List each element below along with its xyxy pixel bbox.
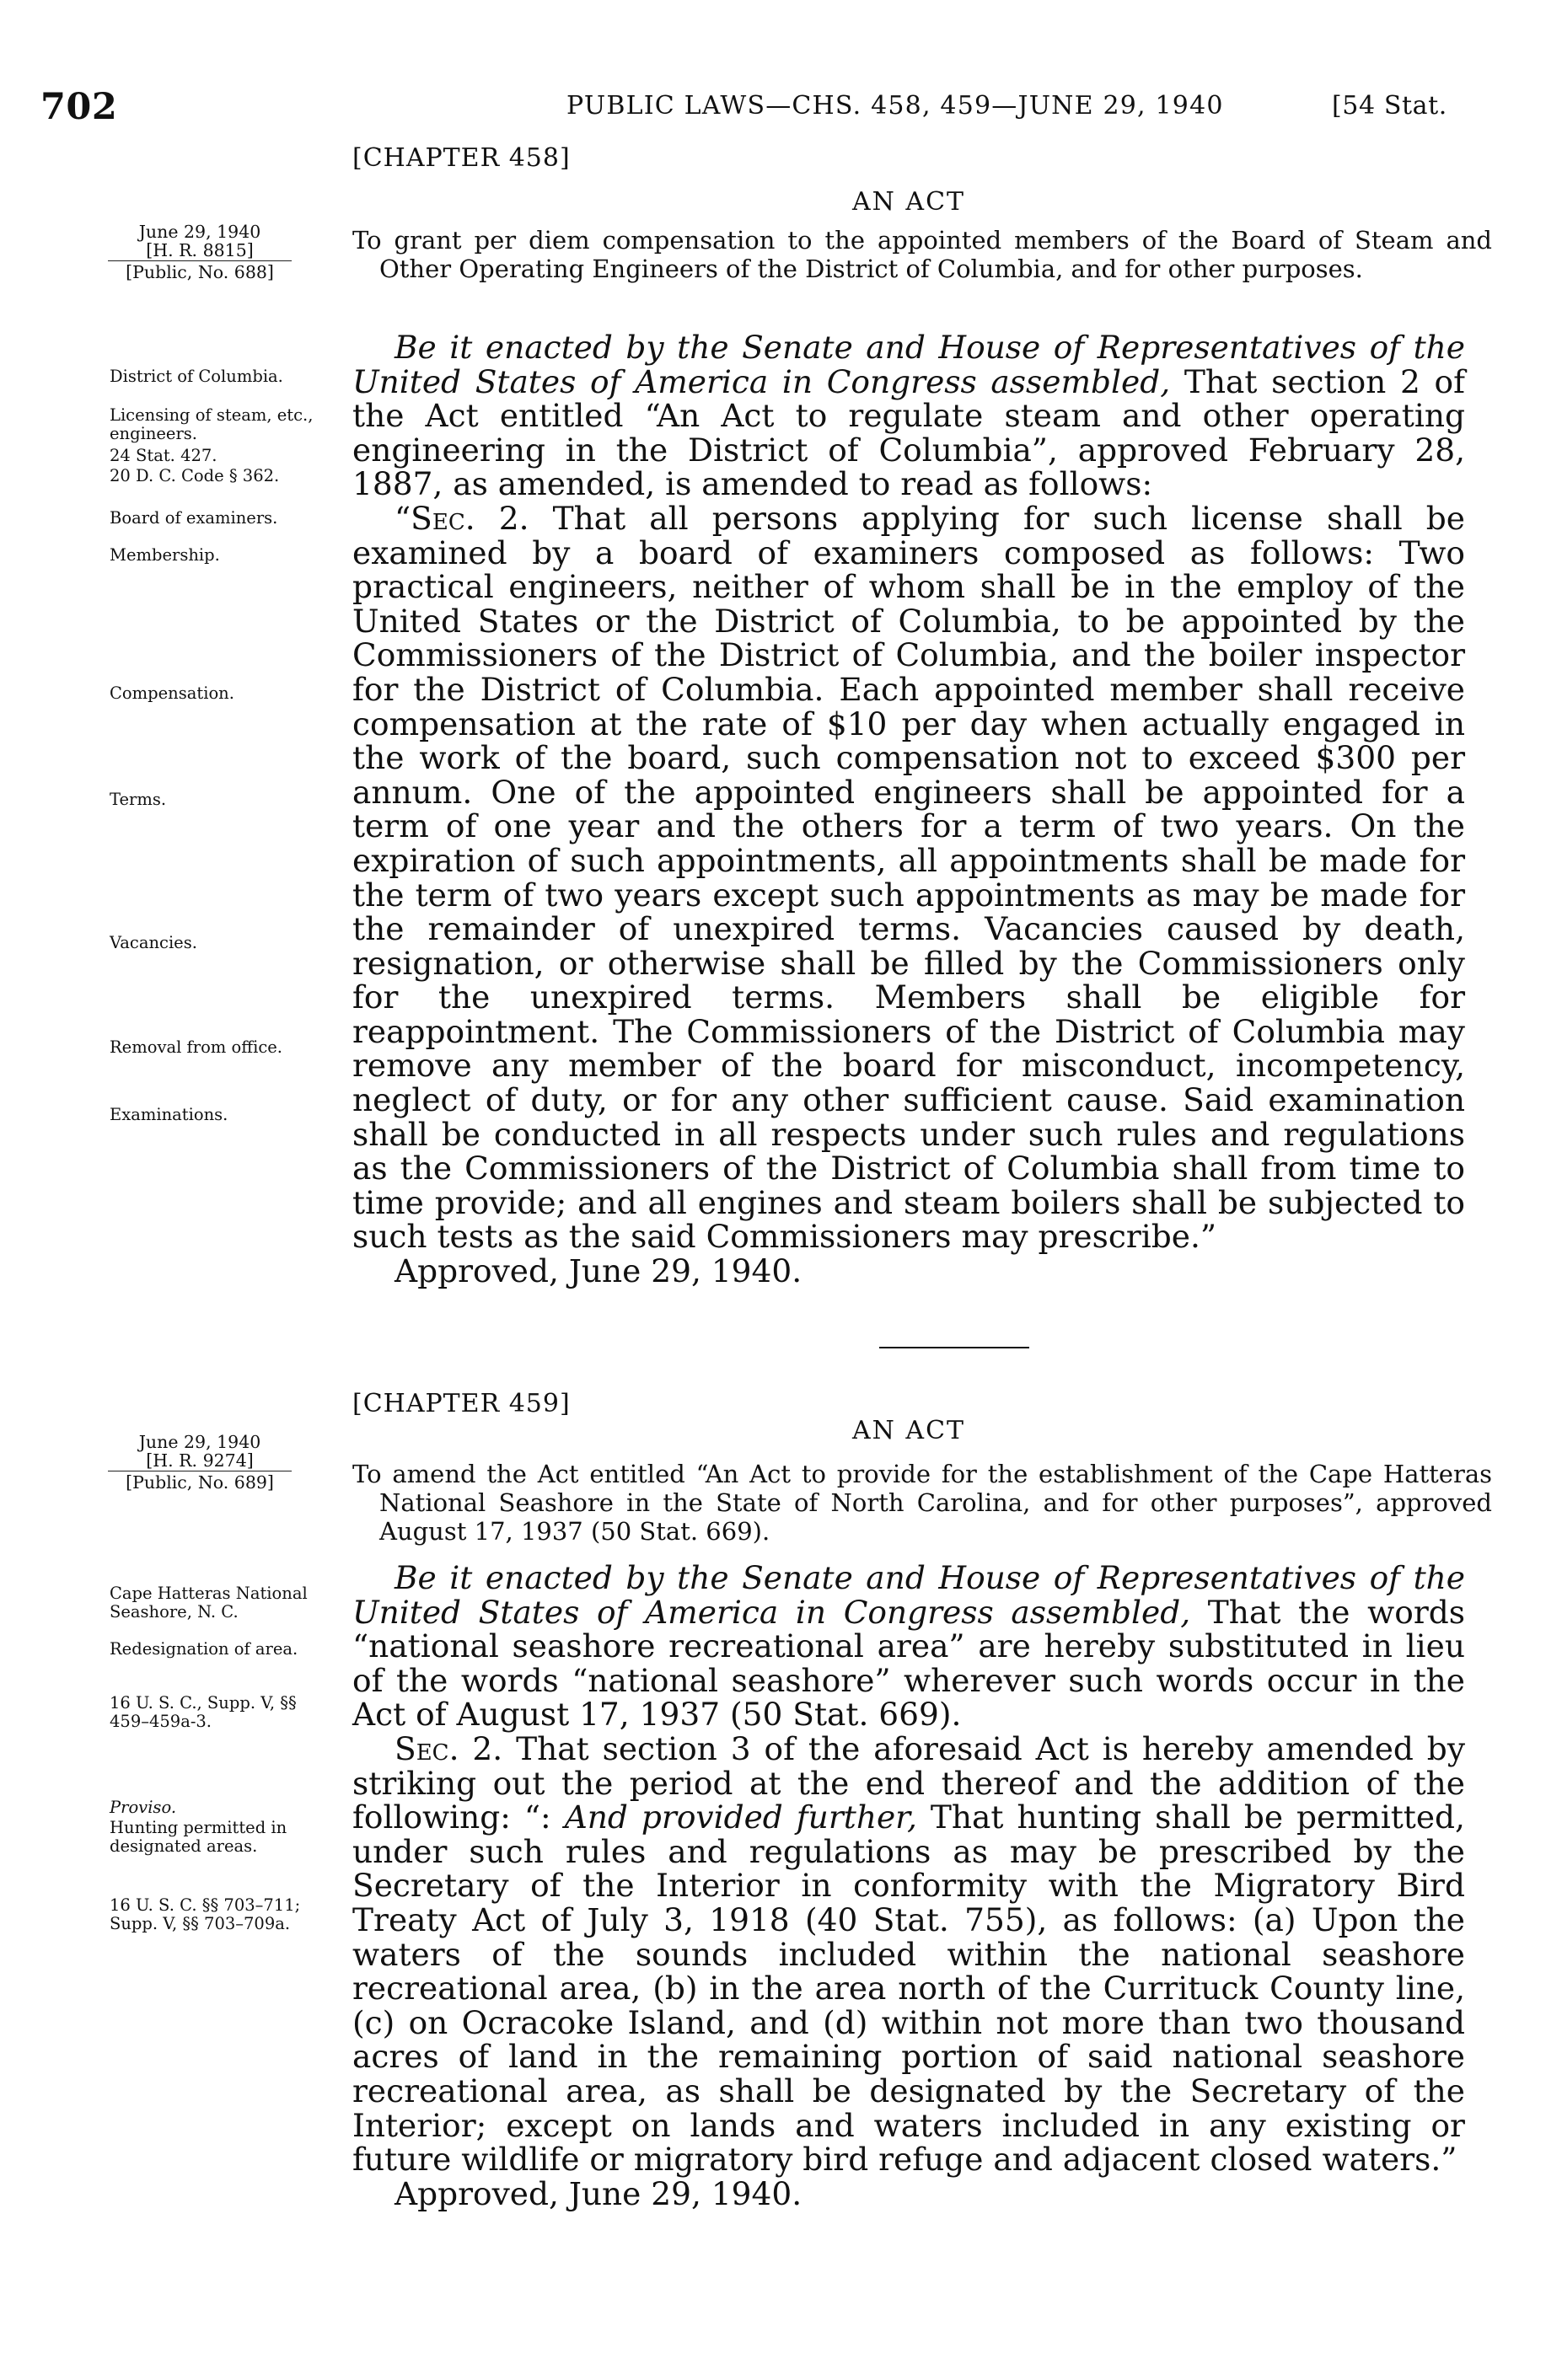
margin-note-licensing: Licensing of steam, etc., engineers. — [110, 405, 314, 443]
page-number: 702 — [40, 86, 118, 128]
margin-note-district: District of Columbia. — [110, 367, 283, 386]
chapter-458-approved: Approved, June 29, 1940. — [395, 1252, 802, 1290]
chapter-459-act-heading: AN ACT — [851, 1416, 966, 1445]
margin-note-removal: Removal from office. — [110, 1037, 282, 1057]
chapter-separator — [879, 1347, 1029, 1348]
margin-note-board: Board of examiners. — [110, 508, 278, 528]
chapter-458-paragraph-2 — [352, 501, 1465, 1254]
margin-note-usc-ref2: 16 U. S. C. §§ 703–711; Supp. V, §§ 703–709a. — [110, 1895, 301, 1933]
margin-note-terms: Terms. — [110, 790, 167, 809]
chapter-458-label: [CHAPTER 458] — [352, 143, 571, 173]
margin-note-membership: Membership. — [110, 545, 220, 565]
margin-note-code-ref: 20 D. C. Code § 362. — [110, 466, 280, 485]
chapter-459-label: [CHAPTER 459] — [352, 1389, 571, 1418]
margin-note-examinations: Examinations. — [110, 1105, 228, 1124]
chapter-459-body — [352, 1561, 1465, 2211]
chapter-459-bill-info — [108, 1433, 292, 1492]
enacting-clause: Be it enacted by the Senate and House of Representatives of the United States of America in Congress assembled, — [352, 1559, 1465, 1631]
chapter-459-purpose: To amend the Act entitled “An Act to provide for the establishment of the Cape Hatteras National Seashore in the State of North Carolina, and for other purposes”, approved August 17, 1937 (50 Stat. 669). — [352, 1460, 1492, 1546]
public-law-number: [Public, No. 688] — [126, 262, 274, 282]
body-section-2a: That section 3 of the aforesaid Act is hereby amended by striking out the period at the end thereof and the addition of the following: “: — [352, 1729, 1466, 1836]
chapter-459-paragraph-2 — [352, 1729, 1466, 2179]
margin-note-vacancies: Vacancies. — [110, 933, 197, 952]
volume-reference: [54 Stat. — [1332, 91, 1447, 121]
chapter-458-purpose: To grant per diem compensation to the appointed members of the Board of Steam and Other Operating Engineers of the District of Columbia, and for other purposes. — [352, 226, 1492, 283]
bill-rule — [108, 260, 292, 261]
margin-note-proviso: Proviso. — [110, 1798, 177, 1817]
body-section-2b: That hunting shall be permitted, under such rules and regulations as may be prescribed by the Secretary of the Interior in conformity with the Migratory Bird Treaty Act of July 3, 1918 (40 Stat. 755), as follows: (a) Upon the waters of the sounds included within the national seashore recreational area, (b) in the area north of the Currituck County line, (c) on Ocracoke Island, and (d) within not more than two thousand acres of land in the remaining portion of said national seashore recreational area, as shall be designated by the Secretary of the Interior; except on lands and waters included in any existing or future wildlife or migratory bird refuge and adjacent closed waters.” — [352, 1798, 1465, 2179]
chapter-458-act-heading: AN ACT — [851, 187, 966, 217]
bill-number: [H. R. 9274] — [146, 1450, 254, 1471]
margin-note-usc-ref: 16 U. S. C., Supp. V, §§ 459–459a-3. — [110, 1693, 297, 1731]
section-label: “Sec. 2. — [395, 499, 529, 537]
body-main: That all persons applying for such license shall be examined by a board of examiners composed as follows: Two practical engineers, neither of whom shall be in the employ of the United States or the District of Columbia, to be appointed by the Commissioners of the District of Columbia, and the boiler inspector for the District of Columbia. Each appointed member shall receive compensation at the rate of $10 per day when actually engaged in the work of the board, such compensation not to exceed $300 per annum. One of the appointed engineers shall be appointed for a term of one year and the others for a term of two years. On the expiration of such appointments, all appointments shall be made for the term of two years except such appointments as may be made for the remainder of unexpired terms. Vacancies caused by death, resignation, or otherwise shall be filled by the Commissioners only for the unexpired terms. Members shall be eligible for reappointment. The Commissioners of the District of Columbia may remove any member of the board for misconduct, incompetency, neglect of duty, or for any other sufficient cause. Said examination shall be conducted in all respects under such rules and regulations as the Commissioners of the District of Columbia shall from time to time provide; and all engines and steam boilers shall be subjected to such tests as the said Commissioners may prescribe.” — [352, 499, 1465, 1256]
chapter-458-paragraph-1 — [352, 330, 1465, 501]
margin-note-cape-hatteras: Cape Hatteras National Seashore, N. C. — [110, 1584, 308, 1622]
section-label: Sec. 2. — [395, 1729, 503, 1767]
bill-date: June 29, 1940 — [138, 1432, 261, 1452]
proviso-phrase: And provided further, — [564, 1798, 917, 1836]
bill-number: [H. R. 8815] — [146, 240, 254, 260]
chapter-459-approved: Approved, June 29, 1940. — [395, 2174, 802, 2212]
running-head: PUBLIC LAWS—CHS. 458, 459—JUNE 29, 1940 — [566, 91, 1224, 121]
bill-date: June 29, 1940 — [138, 222, 261, 242]
chapter-458-body — [352, 330, 1465, 1289]
margin-note-redesignation: Redesignation of area. — [110, 1639, 298, 1659]
margin-note-hunting: Hunting permitted in designated areas. — [110, 1818, 287, 1856]
margin-note-stat-ref: 24 Stat. 427. — [110, 446, 217, 465]
public-law-number: [Public, No. 689] — [126, 1472, 274, 1493]
enacting-clause: Be it enacted by the Senate and House of Representatives of the United States of America in Congress assembled, — [352, 329, 1465, 400]
chapter-458-bill-info — [108, 222, 292, 281]
chapter-459-paragraph-1 — [352, 1561, 1465, 1732]
body-section-1: That the words “national seashore recreational area” are hereby substituted in lieu of the words “national seashore” wherever such words occur in the Act of August 17, 1937 (50 Stat. 669). — [352, 1593, 1465, 1734]
margin-note-compensation: Compensation. — [110, 683, 234, 703]
body-intro: That section 2 of the Act entitled “An Act to regulate steam and other operating engineering in the District of Columbia”, approved February 28, 1887, as amended, is amended to read as follows: — [352, 362, 1465, 503]
